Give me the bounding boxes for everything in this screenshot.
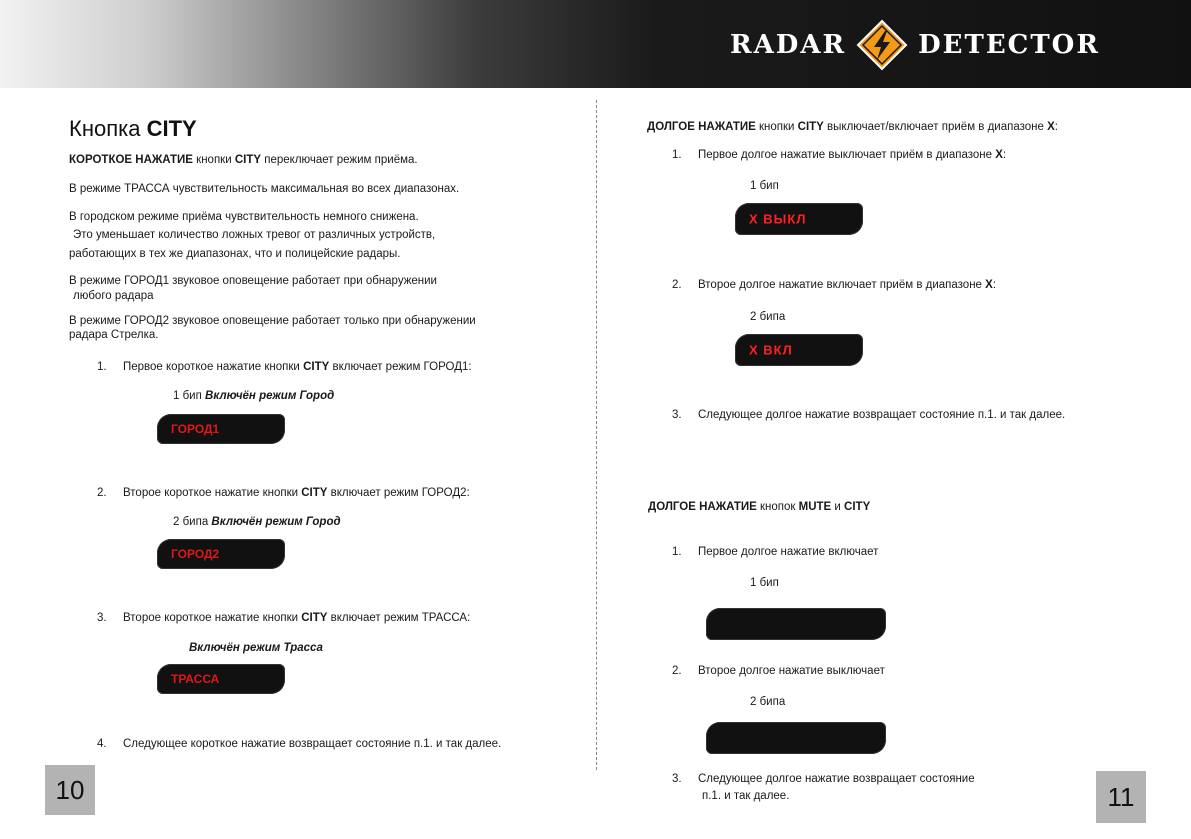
display-city1: ГОРОД1 bbox=[157, 414, 285, 444]
page-number-right: 11 bbox=[1096, 771, 1146, 823]
beep-caption: 2 бипа bbox=[750, 696, 786, 708]
display-x-off: X ВЫКЛ bbox=[735, 203, 863, 235]
display-city2: ГОРОД2 bbox=[157, 539, 285, 569]
paragraph-city-l3: работающих в тех же диапазонах, что и полицейские радары. bbox=[69, 248, 401, 260]
beep-caption: 1 бип bbox=[750, 180, 779, 192]
brand-logo bbox=[730, 20, 1100, 70]
paragraph-short-press: КОРОТКОЕ НАЖАТИЕ кнопки CITY переключает режим приёма. bbox=[69, 154, 418, 166]
heading-long-press-mute-city: ДОЛГОЕ НАЖАТИЕ кнопок MUTE и CITY bbox=[648, 501, 871, 513]
list-item: 1. Первое короткое нажатие кнопки CITY включает режим ГОРОД1: bbox=[97, 361, 472, 373]
lightning-warning-icon bbox=[856, 19, 908, 71]
page-number-left: 10 bbox=[45, 765, 95, 815]
display-blank-1 bbox=[706, 608, 886, 640]
paragraph-city-l2: Это уменьшает количество ложных тревог от различных устройств, bbox=[73, 229, 436, 241]
list-item: 3. Следующее долгое нажатие возвращает состояние п.1. и так далее. bbox=[672, 409, 1066, 421]
list-item: 3. Следующее долгое нажатие возвращает состояние bbox=[672, 773, 975, 785]
display-x-on: X ВКЛ bbox=[735, 334, 863, 366]
list-item: 2. Второе короткое нажатие кнопки CITY включает режим ГОРОД2: bbox=[97, 487, 470, 499]
beep-caption: 2 бипа Включён режим Город bbox=[173, 516, 341, 528]
beep-caption: 2 бипа bbox=[750, 311, 786, 323]
list-item: 1. Первое долгое нажатие включает bbox=[672, 546, 879, 558]
beep-caption: 1 бип bbox=[750, 577, 779, 589]
page-divider bbox=[596, 100, 597, 770]
header-banner bbox=[0, 0, 1191, 88]
beep-caption: 1 бип Включён режим Город bbox=[173, 390, 335, 402]
brand-radar: RADAR bbox=[730, 30, 847, 60]
brand-detector: DETECTOR bbox=[918, 30, 1100, 60]
display-blank-2 bbox=[706, 722, 886, 754]
list-item: 4. Следующее короткое нажатие возвращает состояние п.1. и так далее. bbox=[97, 738, 502, 750]
mode-caption: Включён режим Трасса bbox=[189, 642, 323, 654]
paragraph-city2-l1: В режиме ГОРОД2 звуковое оповещение работает только при обнаружении bbox=[69, 315, 476, 327]
paragraph-city2-l2: радара Стрелка. bbox=[69, 329, 159, 341]
list-item: 3. Второе короткое нажатие кнопки CITY включает режим ТРАССА: bbox=[97, 612, 471, 624]
page-title: Кнопка CITY bbox=[69, 116, 197, 141]
paragraph-city1-l2: любого радара bbox=[73, 290, 154, 302]
list-item: 2. Второе долгое нажатие выключает bbox=[672, 665, 885, 677]
heading-long-press-x: ДОЛГОЕ НАЖАТИЕ кнопки CITY выключает/включает приём в диапазоне X: bbox=[647, 121, 1058, 133]
display-highway: ТРАССА bbox=[157, 664, 285, 694]
list-item-continuation: п.1. и так далее. bbox=[702, 790, 790, 802]
list-item: 2. Второе долгое нажатие включает приём в диапазоне X: bbox=[672, 279, 997, 291]
paragraph-city-l1: В городском режиме приёма чувствительность немного снижена. bbox=[69, 211, 419, 223]
paragraph-city1-l1: В режиме ГОРОД1 звуковое оповещение работает при обнаружении bbox=[69, 275, 437, 287]
list-item: 1. Первое долгое нажатие выключает приём в диапазоне X: bbox=[672, 149, 1007, 161]
paragraph-highway: В режиме ТРАССА чувствительность максимальная во всех диапазонах. bbox=[69, 183, 460, 195]
